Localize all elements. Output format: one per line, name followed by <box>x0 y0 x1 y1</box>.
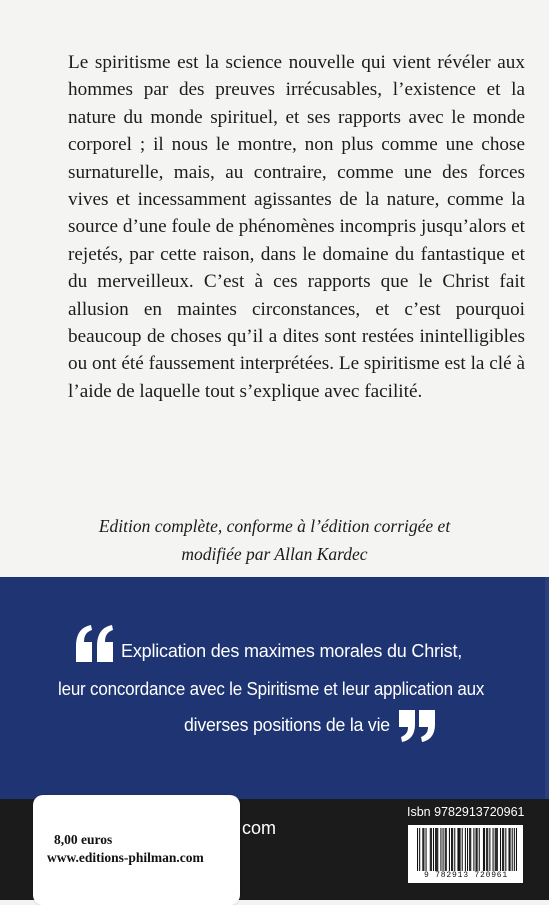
barcode-bar <box>460 828 461 871</box>
barcode-bar <box>462 828 463 871</box>
barcode-bar <box>422 828 423 871</box>
open-quote-icon <box>73 624 117 664</box>
barcode-bar <box>484 828 485 871</box>
barcode-bar <box>510 828 511 871</box>
barcode-bar <box>496 828 497 871</box>
barcode-bar <box>493 828 494 871</box>
barcode-digits: 9 782913 720961 <box>423 871 508 880</box>
barcode-bar <box>431 828 432 871</box>
isbn-label: Isbn 9782913720961 <box>407 805 525 819</box>
barcode-bar <box>430 828 431 871</box>
barcode-bar <box>454 828 455 871</box>
barcode-bar <box>419 828 420 871</box>
barcode-bar <box>503 828 504 871</box>
barcode-bar <box>437 828 438 871</box>
band-edge <box>545 577 549 799</box>
barcode-bar <box>417 828 418 871</box>
barcode-bar <box>469 828 470 871</box>
close-quote-icon <box>398 708 438 744</box>
barcode-bar <box>508 828 509 871</box>
back-cover-blurb: Le spiritisme est la science nouvelle qui vient révéler aux hommes par des preuves irrécusables, l’existence et la nature du monde spirituel, et ses rapports avec le monde corporel ; il nous le montre, non plus comme une chose surnaturelle, mais, au contraire, comme une des forces vives et incessamment agissantes de la nature, comme la source d’une foule de phénomènes incompris jusqu’alors et rejetés, par cette raison, dans le domaine du fantastique et du merveilleux. C’est à ces rapports que le Christ fait allusion en maintes circonstances, et c’est pourquoi beaucoup de choses qu’il a dites sont restées inintelligibles ou ont été faussement interprétées. Le spiritisme est la clé à l’aide de laquelle tout s’explique avec facilité. <box>68 52 525 402</box>
barcode-bar <box>435 828 436 871</box>
barcode-bar <box>495 828 496 871</box>
barcode-bar <box>470 828 471 871</box>
barcode-bar <box>479 828 480 871</box>
quote-line-1: Explication des maximes morales du Christ, <box>121 641 463 661</box>
barcode-icon <box>417 828 517 871</box>
barcode-bar <box>452 828 453 871</box>
barcode-bar <box>477 828 478 871</box>
barcode-bar <box>473 828 474 871</box>
barcode-bar <box>487 828 488 871</box>
barcode-bar <box>465 828 466 871</box>
barcode-bar <box>514 828 515 871</box>
barcode-bar <box>486 828 487 871</box>
price-label: 8,00 euros <box>54 832 113 847</box>
quote-line-3: diverses positions de la vie <box>184 715 390 735</box>
footer-url-fragment: com <box>242 818 277 838</box>
barcode-bar <box>467 828 468 871</box>
barcode-bar <box>445 828 446 871</box>
barcode-bar <box>476 828 477 871</box>
barcode-bar <box>505 828 506 871</box>
barcode-bar <box>457 828 458 871</box>
barcode-bar <box>483 828 484 871</box>
barcode-bar <box>512 828 513 871</box>
barcode-bar <box>433 828 434 871</box>
barcode-bar <box>423 828 424 871</box>
barcode-bar <box>426 828 427 871</box>
barcode-bar <box>497 828 498 871</box>
barcode-bar <box>500 828 501 871</box>
barcode-bar <box>502 828 503 871</box>
edition-note-line-1: Edition complète, conforme à l’édition corrigée et <box>98 516 451 536</box>
barcode-bar <box>489 828 490 871</box>
quote-line-2: leur concordance avec le Spiritisme et leur application aux <box>58 679 485 699</box>
publisher-website: www.editions-philman.com <box>47 850 204 865</box>
barcode-bar <box>458 828 459 871</box>
barcode-bar <box>440 828 441 871</box>
barcode-bar <box>443 828 444 871</box>
edition-note <box>20 512 529 568</box>
barcode-bar <box>436 828 437 871</box>
edition-note-line-2: modifiée par Allan Kardec <box>181 544 368 564</box>
barcode-bar <box>446 828 447 871</box>
barcode-bar <box>449 828 450 871</box>
barcode-bar <box>451 828 452 871</box>
barcode-bar <box>516 828 517 871</box>
